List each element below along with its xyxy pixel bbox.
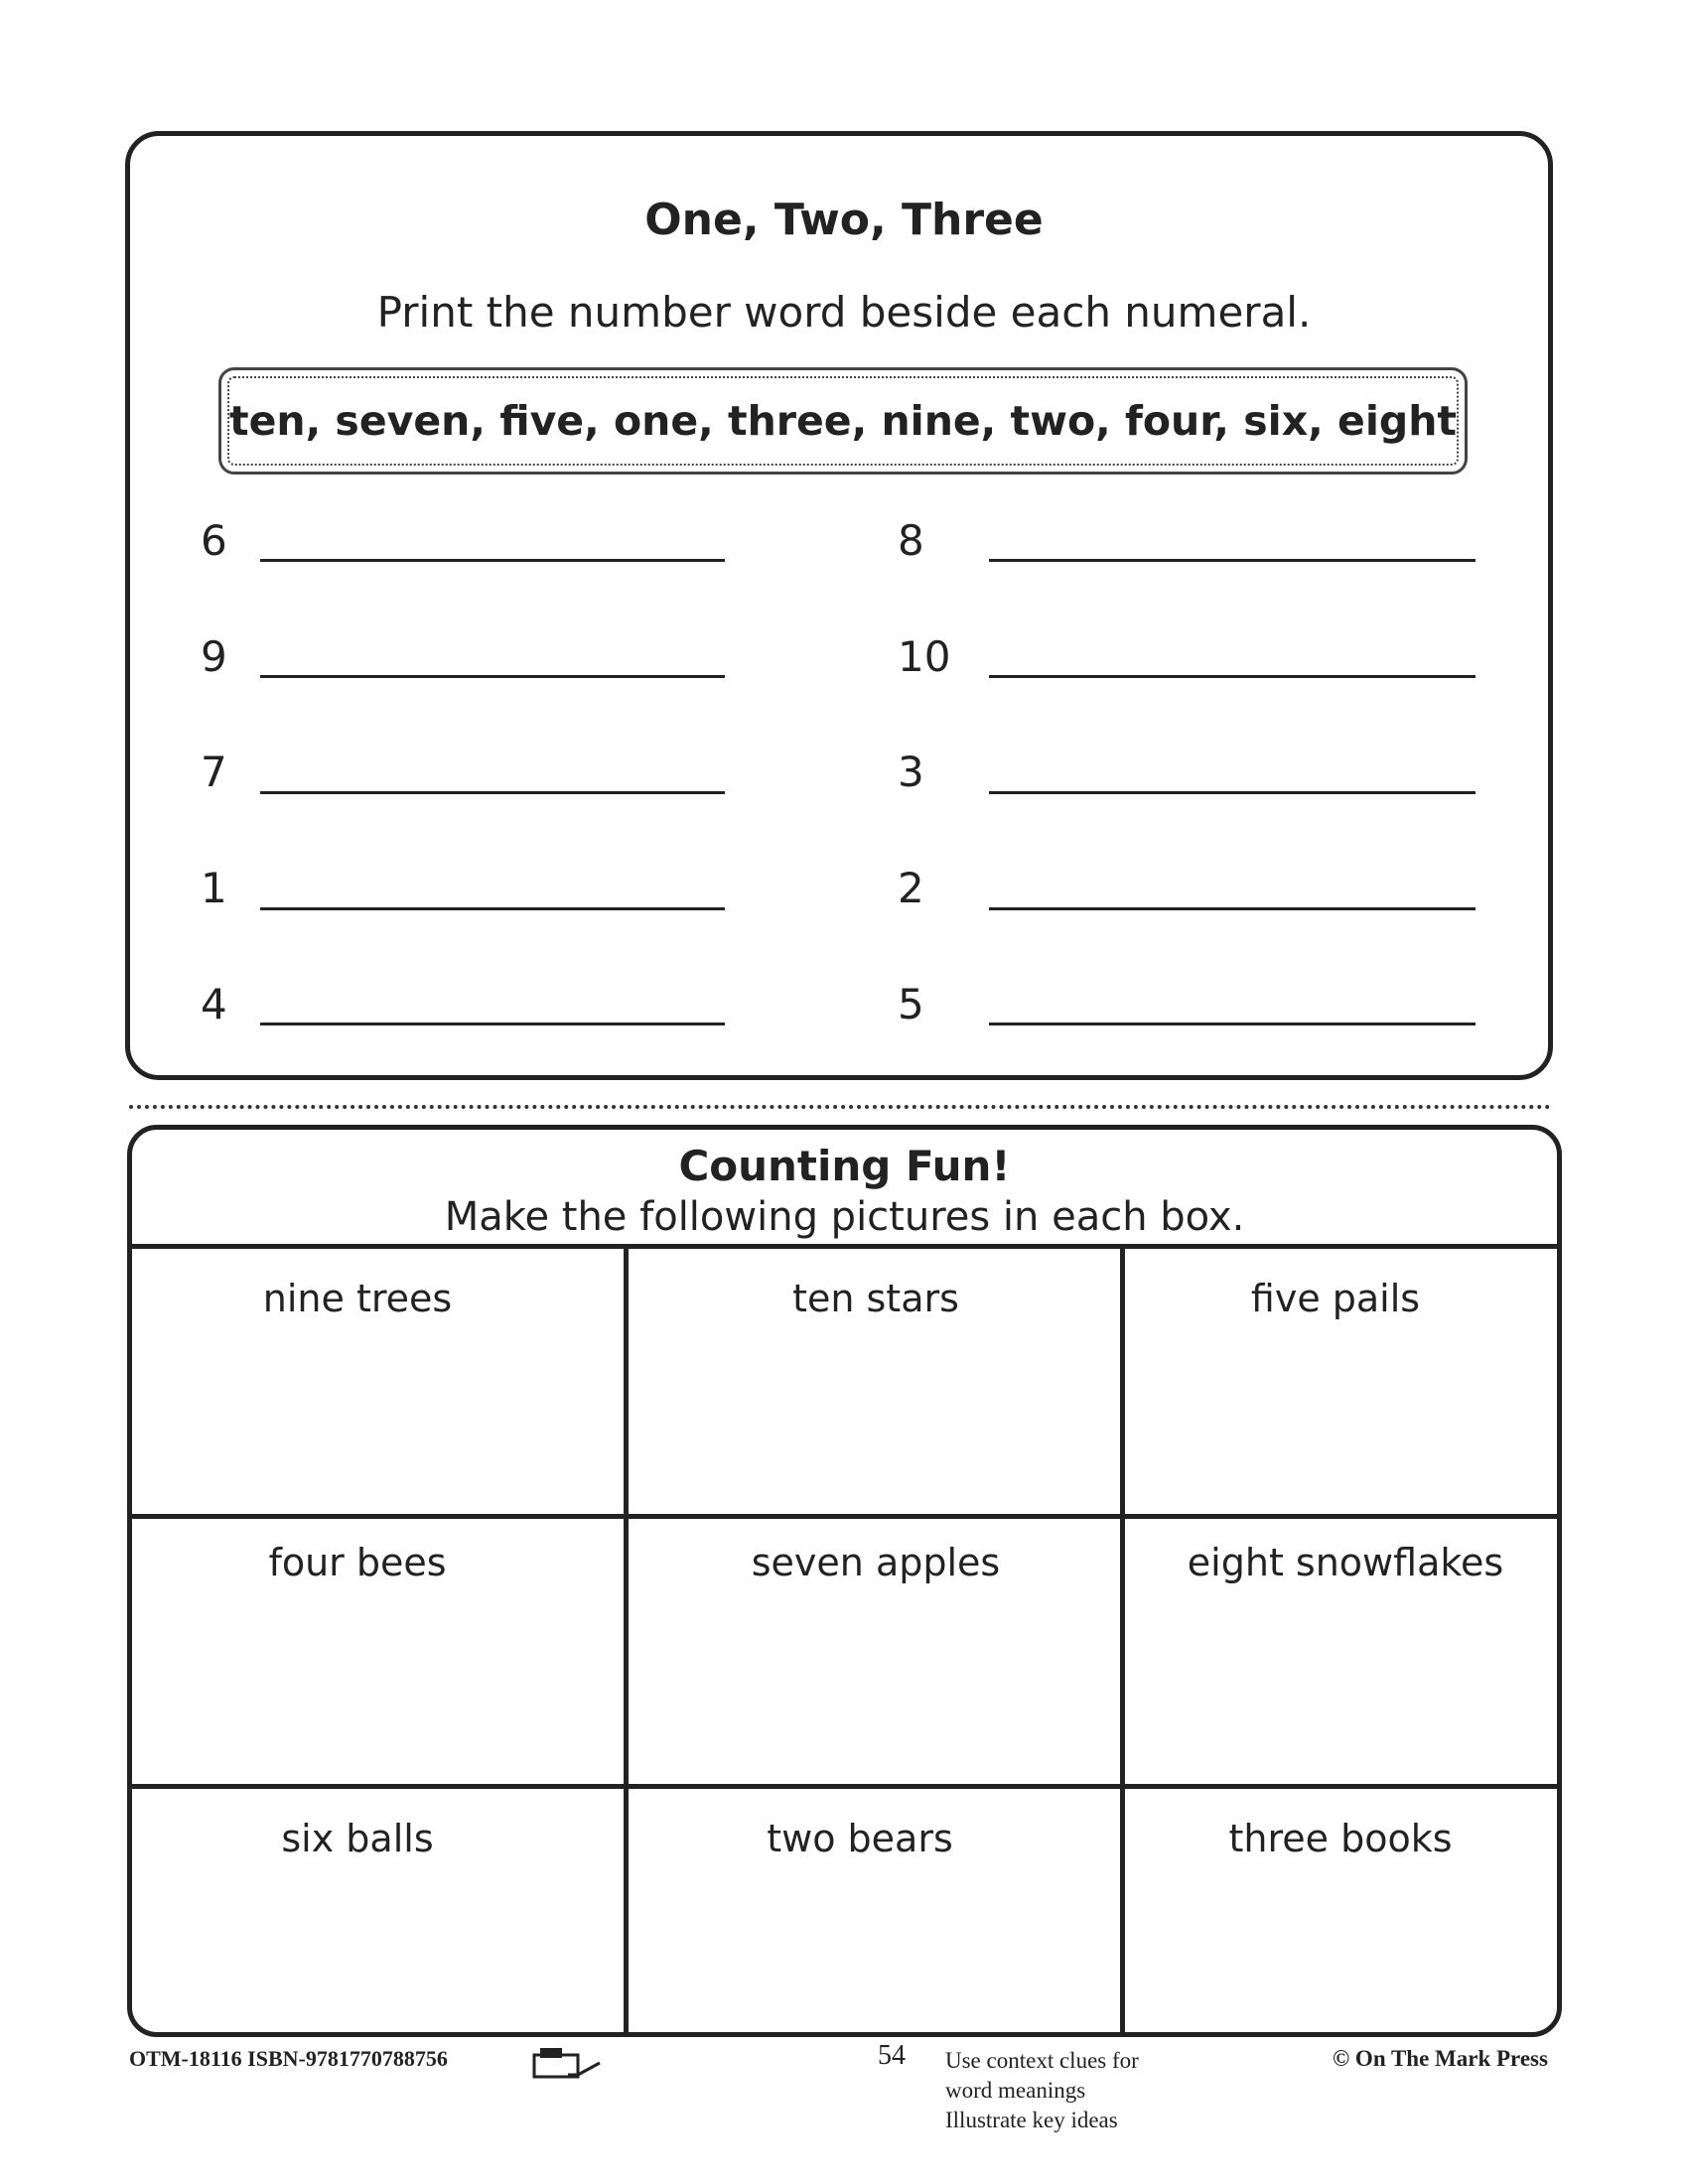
drawing-box[interactable]	[631, 1251, 1117, 1511]
numeral-label: 4	[201, 980, 227, 1028]
drawing-box-label: three books	[1228, 1817, 1453, 1860]
drawing-box-label: two bears	[767, 1817, 953, 1860]
section-instruction: Make the following pictures in each box.	[444, 1194, 1245, 1240]
answer-line[interactable]	[260, 675, 725, 678]
numeral-label: 5	[898, 980, 924, 1028]
numeral-label: 2	[898, 864, 924, 912]
copyright: © On The Mark Press	[1333, 2046, 1548, 2071]
drawing-box[interactable]	[631, 1521, 1117, 1781]
numeral-label: 6	[201, 516, 227, 565]
drawing-box[interactable]	[1127, 1521, 1554, 1781]
answer-line[interactable]	[989, 907, 1476, 910]
answer-line[interactable]	[260, 791, 725, 794]
grid-line	[624, 1246, 629, 2032]
numeral-label: 3	[898, 748, 924, 796]
section-title: Counting Fun!	[678, 1142, 1011, 1190]
number-words-panel	[125, 131, 1553, 1080]
answer-line[interactable]	[989, 791, 1476, 794]
page-number: 54	[878, 2040, 906, 2071]
numeral-label: 7	[201, 748, 227, 796]
drawing-box[interactable]	[134, 1791, 621, 2029]
word-bank: ten, seven, five, one, three, nine, two, four, six, eight	[218, 367, 1468, 475]
numeral-label: 10	[898, 632, 951, 681]
answer-line[interactable]	[260, 559, 725, 562]
skill-note: word meanings	[945, 2078, 1086, 2103]
drawing-box[interactable]	[1127, 1791, 1554, 2029]
drawing-box-label: six balls	[281, 1817, 434, 1860]
dotted-divider	[129, 1105, 1551, 1109]
grid-line	[1120, 1246, 1125, 2032]
section-instruction: Print the number word beside each numeral.	[376, 288, 1312, 337]
grid-line	[129, 1784, 1560, 1789]
numeral-label: 9	[201, 632, 227, 681]
drawing-box-label: nine trees	[262, 1277, 453, 1320]
skill-notes	[945, 2046, 1139, 2135]
drawing-box[interactable]	[134, 1251, 621, 1511]
pencil-paper-icon	[532, 2045, 604, 2083]
grid-line	[129, 1244, 1560, 1249]
answer-line[interactable]	[260, 1023, 725, 1025]
numeral-label: 1	[201, 864, 227, 912]
drawing-box-label: four bees	[268, 1541, 447, 1584]
grid-line	[129, 1514, 1560, 1519]
answer-line[interactable]	[260, 907, 725, 910]
drawing-box[interactable]	[631, 1791, 1117, 2029]
drawing-box-label: ten stars	[792, 1277, 959, 1320]
skill-note: Illustrate key ideas	[945, 2108, 1118, 2132]
product-code: OTM-18116 ISBN-9781770788756	[129, 2046, 448, 2071]
drawing-box-label: seven apples	[751, 1541, 1001, 1584]
drawing-box-label: five pails	[1250, 1277, 1421, 1320]
drawing-box[interactable]	[1127, 1251, 1554, 1511]
drawing-box[interactable]	[134, 1521, 621, 1781]
numeral-label: 8	[898, 516, 924, 565]
answer-line[interactable]	[989, 1023, 1476, 1025]
answer-line[interactable]	[989, 675, 1476, 678]
answer-line[interactable]	[989, 559, 1476, 562]
section-title: One, Two, Three	[644, 195, 1044, 245]
skill-note: Use context clues for	[945, 2048, 1139, 2073]
drawing-box-label: eight snowflakes	[1187, 1541, 1504, 1584]
